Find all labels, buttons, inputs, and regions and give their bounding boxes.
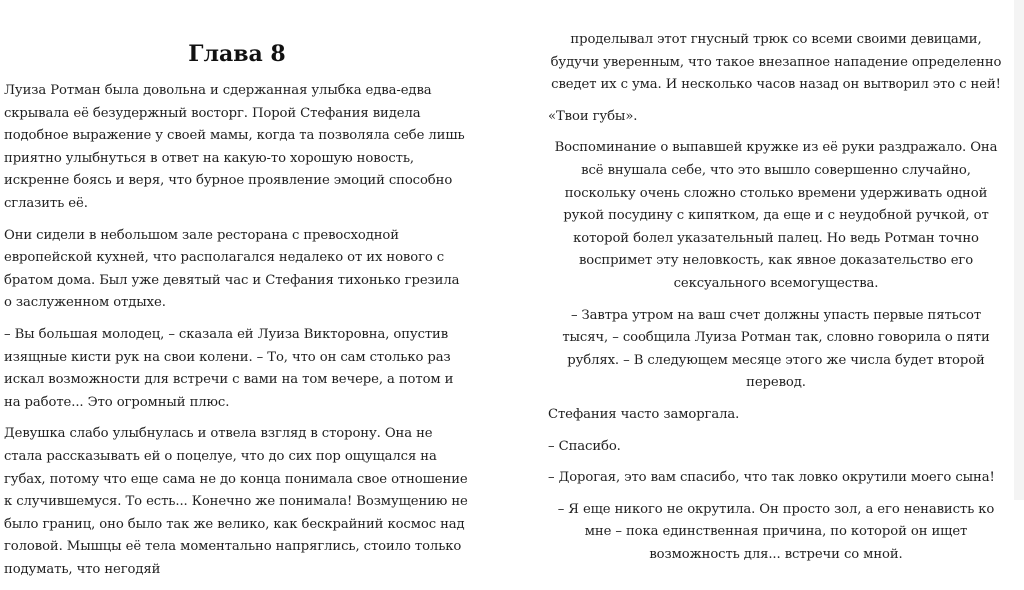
paragraph: Воспоминание о выпавшей кружке из её руки раздражало. Она всё внушала себе, что это вышло совершенно случайно, поскольку очень сложно столько времени удерживать одной рукой посудину с кипятком, да еще и с неудобной ручкой, от которой болел указательный палец. Но ведь Ротман точно воспримет эту неловкость, как явное доказательство его сексуального всемогущества. (554, 140, 998, 291)
paragraph: – Я еще никого не окрутила. Он просто зол, а его ненависть ко мне – пока единственная причина, по которой он ищет возможность для... встречи со мной. (557, 501, 995, 562)
paragraph: – Спасибо. (548, 438, 621, 454)
chapter-title: Глава 8 (188, 41, 286, 67)
paragraph: – Дорогая, это вам спасибо, что так ловко окрутили моего сына! (548, 470, 995, 486)
paragraph: Стефания часто заморгала. (548, 406, 740, 422)
paragraph: «Твои губы». (548, 108, 638, 124)
paragraph: Девушка слабо улыбнулась и отвела взгляд в сторону. Она не стала рассказывать ей о поцелуе, что до сих пор ощущался на губах, потому что еще сама не до конца понимала свое отношение к случившемуся. То есть... Конечно же понимала! Возмущению не было границ, оно было так же велико, как бескрайний космос над головой. Мышцы её тела моментально напряглись, стоило только подумать, что негодяй (4, 426, 468, 577)
left-paragraphs (4, 80, 470, 581)
paragraph: Луиза Ротман была довольна и сдержанная улыбка едва-едва скрывала её безудержный восторг. Порой Стефания видела подобное выражение у своей мамы, когда та позволяла себе лишь приятно улыбнуться в ответ на какую-то хорошую новость, искренне боясь и веря, что бурное проявление эмоций способно сглазить её. (4, 83, 465, 211)
right-column (548, 0, 1004, 575)
paragraph: проделывал этот гнусный трюк со всеми своими девицами, будучи уверенным, что такое внезапное нападение определенно сведет их с ума. И несколько часов назад он вытворил это с ней! (550, 32, 1002, 93)
right-paragraphs (548, 29, 1004, 566)
paragraph: – Завтра утром на ваш счет должны упасть первые пятьсот тысяч, – сообщила Луиза Ротман так, словно говорила о пяти рублях. – В следующем месяце этого же числа будет второй перевод. (562, 307, 990, 391)
paragraph: Они сидели в небольшом зале ресторана с превосходной европейской кухней, что располагался недалеко от их нового с братом дома. Был уже девятый час и Стефания тихонько грезила о заслуженном отдыхе. (4, 227, 460, 311)
scrollbar[interactable] (1014, 0, 1024, 500)
left-column (4, 0, 470, 590)
paragraph: – Вы большая молодец, – сказала ей Луиза Викторовна, опустив изящные кисти рук на свои колени. – То, что он сам столько раз искал возможности для встречи с вами на том вечере, а потом и на работе... Это огромный плюс. (4, 326, 454, 410)
